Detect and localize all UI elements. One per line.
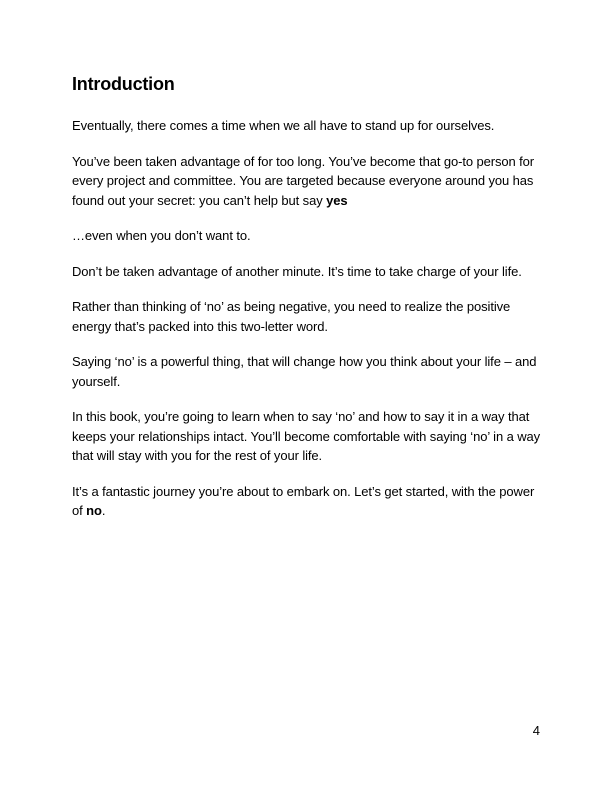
paragraph-text: Saying ‘no’ is a powerful thing, that will change how you think about your life – and yourself. [72, 354, 537, 389]
emphasis-no: no [86, 503, 102, 518]
paragraph-text: In this book, you’re going to learn when to say ‘no’ and how to say it in a way that keeps your relationships intact. You’ll become comfortable with saying ‘no’ in a way that will stay with you for the rest of your life. [72, 409, 541, 463]
emphasis-yes: yes [326, 192, 348, 208]
paragraph-5 [72, 297, 542, 336]
paragraph-text: You’ve been taken advantage of for too long. You’ve become that go-to person for every project and committee. You are targeted because everyone around you has found out your secret: you can’t help but say [72, 153, 535, 208]
paragraph-7 [72, 407, 542, 466]
paragraph-text: Eventually, there comes a time when we all have to stand up for ourselves. [72, 118, 495, 133]
paragraph-text: It’s a fantastic journey you’re about to embark on. Let’s get started, with the power of [72, 483, 535, 518]
paragraph-1 [72, 116, 542, 136]
page-number: 4 [532, 723, 540, 738]
page-title: Introduction [72, 74, 175, 94]
paragraph-text: Don’t be taken advantage of another minute. It’s time to take charge of your life. [72, 263, 522, 279]
paragraph-text: …even when you don’t want to. [72, 228, 251, 243]
paragraph-6 [72, 352, 542, 391]
paragraph-text: Rather than thinking of ‘no’ as being negative, you need to realize the positive energy that’s packed into this two-letter word. [72, 299, 511, 334]
paragraph-3 [72, 226, 542, 246]
paragraph-4 [72, 262, 542, 282]
paragraph-text-after: . [101, 503, 106, 518]
body-text [72, 116, 542, 537]
paragraph-8 [72, 482, 542, 521]
paragraph-2 [72, 152, 542, 211]
